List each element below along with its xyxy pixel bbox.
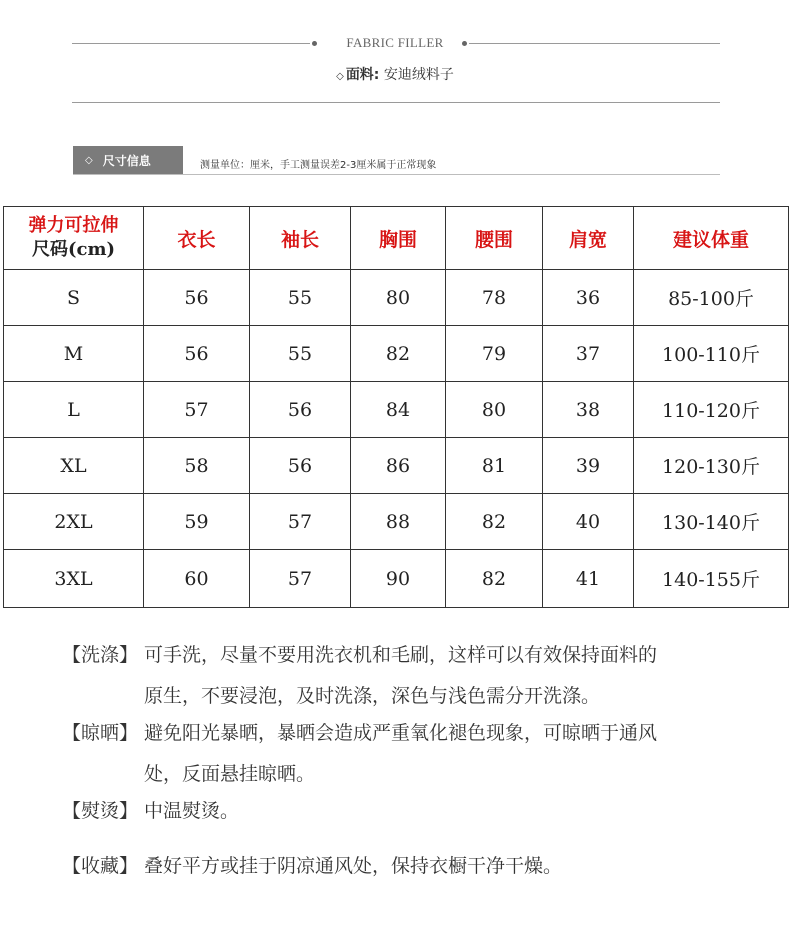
table-cell: 56	[144, 326, 250, 382]
table-cell: 80	[351, 270, 446, 326]
size-cell: 2XL	[4, 494, 144, 550]
care-wash	[62, 636, 657, 675]
corner-header	[4, 207, 144, 270]
table-cell: 130-140斤	[634, 494, 789, 550]
size-cell: XL	[4, 438, 144, 494]
size-table	[3, 206, 789, 608]
table-cell: 110-120斤	[634, 382, 789, 438]
fabric-title: FABRIC FILLER	[346, 35, 444, 50]
dry-tag: 【晾晒】	[62, 722, 139, 744]
size-cell: L	[4, 382, 144, 438]
table-cell: 84	[351, 382, 446, 438]
store-tag: 【收藏】	[62, 855, 139, 877]
column-header: 袖长	[250, 207, 351, 270]
diamond-icon: ◇	[85, 154, 93, 166]
wash-text-line2: 原生，不要浸泡，及时洗涤，深色与浅色需分开洗涤。	[144, 685, 601, 707]
care-iron	[62, 792, 239, 831]
table-cell: 79	[446, 326, 543, 382]
table-cell: 37	[543, 326, 634, 382]
wash-text-line1: 可手洗，尽量不要用洗衣机和毛刷，这样可以有效保持面料的	[144, 644, 658, 666]
table-header-row	[4, 207, 789, 270]
iron-text: 中温熨烫。	[144, 800, 240, 822]
table-row	[4, 550, 789, 608]
bullet-dot-right	[462, 41, 467, 46]
table-cell: 85-100斤	[634, 270, 789, 326]
size-info-underline	[73, 174, 720, 175]
table-cell: 41	[543, 550, 634, 608]
table-cell: 58	[144, 438, 250, 494]
size-cell: 3XL	[4, 550, 144, 608]
size-cell: M	[4, 326, 144, 382]
table-cell: 90	[351, 550, 446, 608]
table-row	[4, 382, 789, 438]
table-cell: 55	[250, 270, 351, 326]
divider-right	[469, 43, 720, 44]
fabric-label: 面料:	[345, 67, 380, 83]
table-row	[4, 270, 789, 326]
table-cell: 57	[250, 494, 351, 550]
table-cell: 56	[250, 382, 351, 438]
table-cell: 59	[144, 494, 250, 550]
table-cell: 140-155斤	[634, 550, 789, 608]
table-cell: 82	[351, 326, 446, 382]
care-dry	[62, 714, 657, 753]
fabric-info	[0, 64, 790, 84]
table-cell: 57	[144, 382, 250, 438]
table-cell: 86	[351, 438, 446, 494]
table-cell: 82	[446, 494, 543, 550]
store-text: 叠好平方或挂于阴凉通风处，保持衣橱干净干燥。	[144, 855, 563, 877]
table-cell: 55	[250, 326, 351, 382]
column-header: 胸围	[351, 207, 446, 270]
iron-tag: 【熨烫】	[62, 800, 139, 822]
column-header: 衣长	[144, 207, 250, 270]
dry-text-line1: 避免阳光暴晒，暴晒会造成严重氧化褪色现象，可晾晒于通风	[144, 722, 658, 744]
size-unit-label: 尺码(cm)	[31, 239, 116, 260]
table-cell: 36	[543, 270, 634, 326]
table-cell: 81	[446, 438, 543, 494]
fabric-value: 安迪绒料子	[383, 67, 454, 83]
table-cell: 56	[144, 270, 250, 326]
dry-text-line2: 处，反面悬挂晾晒。	[144, 763, 316, 785]
column-header: 腰围	[446, 207, 543, 270]
column-header: 肩宽	[543, 207, 634, 270]
table-cell: 39	[543, 438, 634, 494]
table-cell: 80	[446, 382, 543, 438]
size-info-label: 尺寸信息	[102, 153, 151, 168]
fabric-divider	[72, 102, 720, 103]
table-row	[4, 326, 789, 382]
care-store	[62, 847, 562, 886]
measurement-note: 测量单位：厘米，手工测量误差2-3厘米属于正常现象	[200, 160, 437, 171]
wash-tag: 【洗涤】	[62, 644, 139, 666]
table-cell: 100-110斤	[634, 326, 789, 382]
table-cell: 56	[250, 438, 351, 494]
table-row	[4, 438, 789, 494]
size-info-bar	[73, 146, 183, 174]
table-cell: 78	[446, 270, 543, 326]
table-cell: 82	[446, 550, 543, 608]
column-header: 建议体重	[634, 207, 789, 270]
table-cell: 120-130斤	[634, 438, 789, 494]
table-cell: 57	[250, 550, 351, 608]
stretch-label: 弹力可拉伸	[28, 215, 119, 236]
diamond-icon: ◇	[336, 71, 344, 82]
table-cell: 40	[543, 494, 634, 550]
table-cell: 38	[543, 382, 634, 438]
size-cell: S	[4, 270, 144, 326]
table-cell: 88	[351, 494, 446, 550]
table-row	[4, 494, 789, 550]
table-cell: 60	[144, 550, 250, 608]
